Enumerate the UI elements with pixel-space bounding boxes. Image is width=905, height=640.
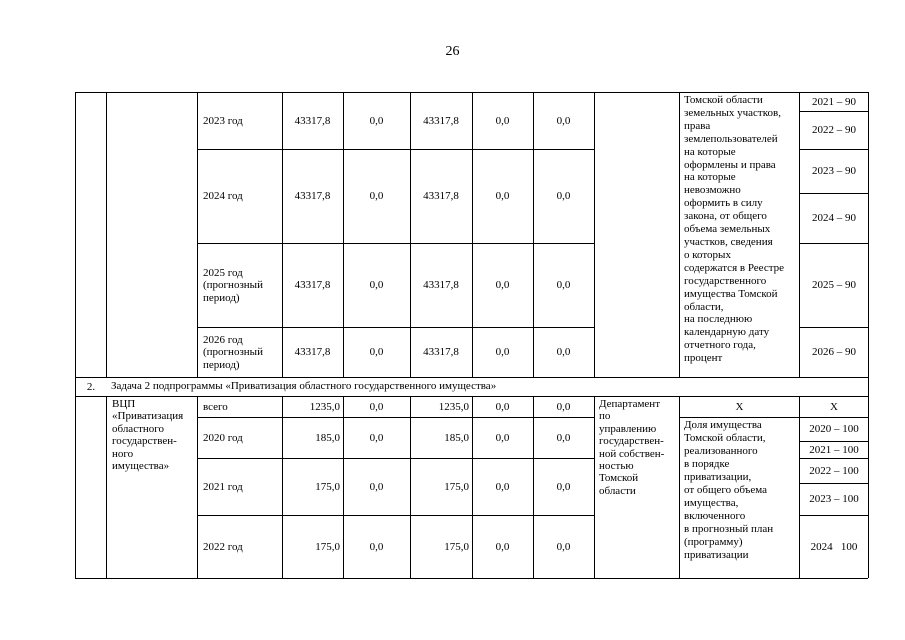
local-cell: 0,0 [495,114,510,127]
other-cell: 0,0 [556,540,571,553]
regional-cell: 43317,8 [423,279,459,292]
col-line [197,396,198,578]
target-cell: 2020 – 100 [809,423,859,436]
col-line [106,92,107,377]
program-name: ВЦП «Приватизация областного государствен- ного имущества» [112,398,184,473]
indicator-text: Томской области земельных участков, права землепользователей на которые оформлены и права на которые невозможно оформить в силу закона, от общего объема земельных участков, сведения о которых содержатся в Реестре государственного имущества Томской области, на последнюю календарную дату отчетного года, процент [684,94,785,365]
total-cell: 43317,8 [294,190,331,203]
federal-cell: 0,0 [369,431,384,444]
other-cell: 0,0 [556,400,571,413]
executor-name: Департамент по управлению государствен- ной собствен- ностью Томской области [599,398,665,497]
local-cell: 0,0 [495,279,510,292]
task2-number: 2. [86,380,96,393]
target-cell: 2023 – 100 [809,493,859,506]
regional-cell: 175,0 [444,540,469,553]
period-cell: 2025 год (прогнозный период) [203,266,263,304]
local-cell: 0,0 [495,431,510,444]
target-cell: 2026 – 90 [812,346,856,359]
period-cell: 2022 год [203,540,243,553]
other-cell: 0,0 [556,480,571,493]
period-cell: 2021 год [203,480,243,493]
total-cell: 1235,0 [309,400,340,413]
col-line [106,396,107,578]
table-bottom-border [75,578,868,579]
regional-cell: 175,0 [444,480,469,493]
total-cell: 175,0 [315,540,340,553]
period-cell: 2023 год [203,114,243,127]
target-cell: 2023 – 90 [812,165,856,178]
target-cell: 2025 – 90 [812,279,856,292]
local-cell: 0,0 [495,540,510,553]
table-left-border [75,92,76,578]
total-cell: 43317,8 [294,279,331,292]
total-cell: 175,0 [315,480,340,493]
other-cell: 0,0 [556,279,571,292]
col-line [594,92,595,377]
regional-cell: 43317,8 [423,190,459,203]
federal-cell: 0,0 [369,346,384,359]
target-x-cell: Х [830,400,838,413]
col-line [197,92,198,377]
target-cell: 2021 – 100 [809,443,859,456]
col-line [679,396,680,578]
indicator-x-cell: Х [735,400,744,413]
local-cell: 0,0 [495,480,510,493]
total-cell: 43317,8 [294,346,331,359]
other-cell: 0,0 [556,190,571,203]
regional-cell: 43317,8 [423,346,459,359]
total-cell: 43317,8 [294,114,331,127]
page-number: 26 [445,44,460,59]
total-cell: 185,0 [315,431,340,444]
other-cell: 0,0 [556,431,571,444]
federal-cell: 0,0 [369,480,384,493]
other-cell: 0,0 [556,114,571,127]
local-cell: 0,0 [495,400,510,413]
indicator-text: Доля имущества Томской области, реализованного в порядке приватизации, от общего объема имущества, включенного в прогнозный план (программу) приватизации [684,419,774,561]
target-cell: 2021 – 90 [812,95,856,108]
target-cell: 2024 – 90 [812,212,856,225]
regional-cell: 1235,0 [438,400,469,413]
regional-cell: 185,0 [444,431,469,444]
period-cell: 2026 год (прогнозный период) [203,333,263,371]
local-cell: 0,0 [495,346,510,359]
federal-cell: 0,0 [369,540,384,553]
task2-title: Задача 2 подпрограммы «Приватизация областного государственного имущества» [111,380,497,392]
period-cell: всего [203,400,228,413]
federal-cell: 0,0 [369,400,384,413]
federal-cell: 0,0 [369,279,384,292]
target-cell: 2022 – 90 [812,124,856,137]
federal-cell: 0,0 [369,190,384,203]
period-cell: 2020 год [203,431,243,444]
federal-cell: 0,0 [369,114,384,127]
period-cell: 2024 год [203,190,243,203]
target-cell: 2024 100 [810,540,858,553]
target-cell: 2022 – 100 [809,464,859,477]
col-line [594,396,595,578]
local-cell: 0,0 [495,190,510,203]
task2-top-line [75,377,868,378]
table-right-border [868,92,869,578]
regional-cell: 43317,8 [423,114,459,127]
col-line [679,92,680,377]
other-cell: 0,0 [556,346,571,359]
